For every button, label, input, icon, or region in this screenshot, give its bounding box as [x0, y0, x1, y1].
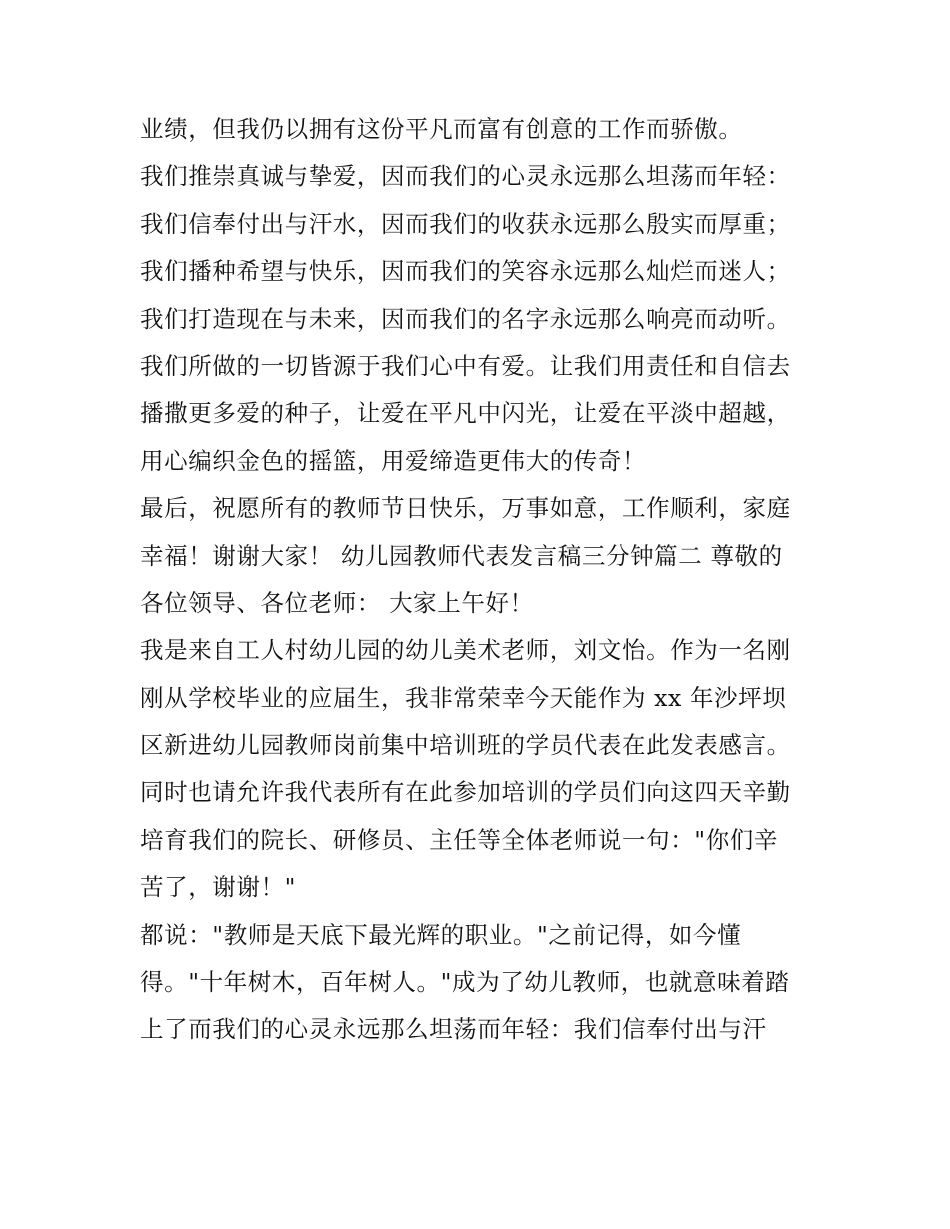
text-line: 播撒更多爱的种子，让爱在平凡中闪光，让爱在平淡中超越，: [140, 399, 791, 428]
text-line: 我们所做的一切皆源于我们心中有爱。让我们用责任和自信去: [140, 351, 791, 380]
text-line: 最后，祝愿所有的教师节日快乐，万事如意，工作顺利，家庭: [140, 494, 791, 523]
text-line: 上了而我们的心灵永远那么坦荡而年轻：我们信奉付出与汗: [140, 1015, 767, 1044]
text-line: 刚从学校毕业的应届生，我非常荣幸今天能作为 xx 年沙坪坝: [140, 683, 787, 712]
text-line: 幸福！谢谢大家！ 幼儿园教师代表发言稿三分钟篇二 尊敬的: [140, 541, 783, 570]
text-line: 得。"十年树木，百年树人。"成为了幼儿教师，也就意味着踏: [140, 968, 790, 997]
text-line: 培育我们的院长、研修员、主任等全体老师说一句："你们辛: [140, 825, 779, 854]
text-line: 我是来自工人村幼儿园的幼儿美术老师，刘文怡。作为一名刚: [140, 636, 791, 665]
text-line: 业绩，但我仍以拥有这份平凡而富有创意的工作而骄傲。: [140, 115, 743, 143]
text-line: 我们信奉付出与汗水，因而我们的收获永远那么殷实而厚重；: [140, 209, 791, 238]
text-line: 我们播种希望与快乐，因而我们的笑容永远那么灿烂而迷人；: [140, 257, 791, 286]
text-line: 同时也请允许我代表所有在此参加培训的学员们向这四天辛勤: [140, 778, 791, 807]
text-line: 区新进幼儿园教师岗前集中培训班的学员代表在此发表感言。: [140, 731, 791, 760]
text-line: 我们打造现在与未来，因而我们的名字永远那么响亮而动听。: [140, 304, 791, 333]
text-line: 都说："教师是天底下最光辉的职业。"之前记得，如今懂: [140, 920, 742, 949]
text-line: 用心编织金色的摇篮，用爱缔造更伟大的传奇！: [140, 446, 647, 475]
text-line: 我们推崇真诚与挚爱，因而我们的心灵永远那么坦荡而年轻：: [140, 162, 791, 191]
text-line: 各位领导、各位老师： 大家上午好！: [140, 588, 534, 617]
document-body: [140, 106, 830, 1054]
text-line: 苦了，谢谢！": [140, 873, 297, 902]
